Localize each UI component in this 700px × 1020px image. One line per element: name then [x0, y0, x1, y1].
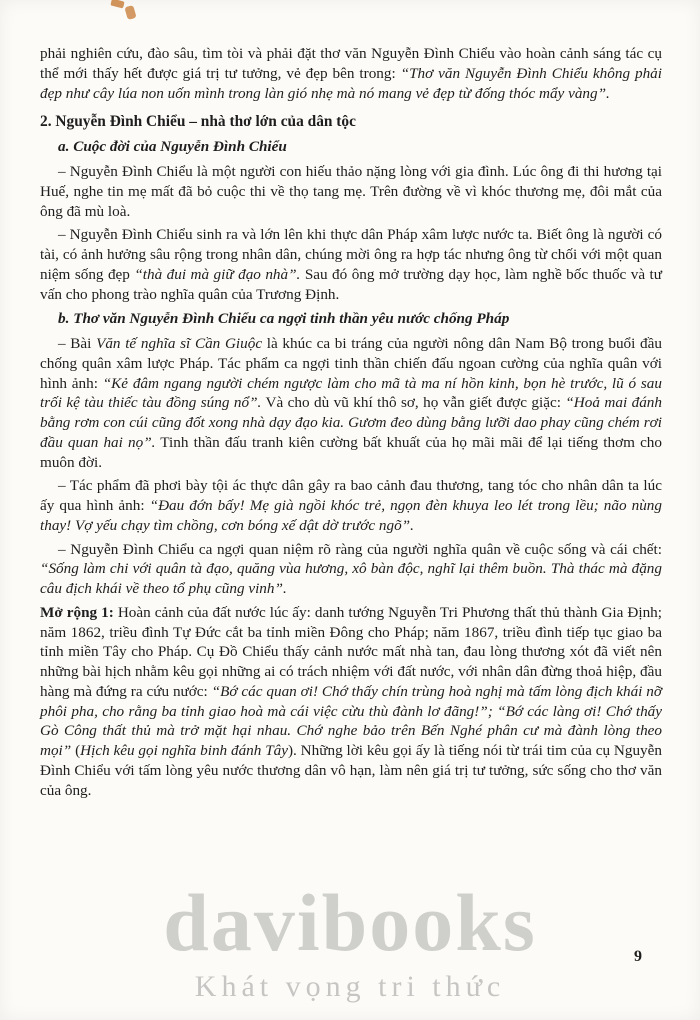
section-heading: [40, 112, 662, 132]
subsection-heading-a: [40, 137, 662, 157]
page-content: [40, 44, 662, 804]
continued-paragraph: [40, 44, 662, 103]
text-run: 2. Nguyễn Đình Chiểu – nhà thơ lớn của dân tộc: [40, 113, 356, 131]
text-run: phải nghiên cứu, đào sâu, tìm tòi và phải đặt thơ văn Nguyễn Đình Chiểu vào hoàn cảnh sáng tác cụ thể mới thấy hết được giá trị tư tưởng, vẻ đẹp bên trong:: [40, 45, 662, 82]
text-run: “thà đui mà giữ đạo nhà”.: [134, 265, 301, 283]
text-run: Và cho dù vũ khí thô sơ, họ vẫn giết được giặc:: [261, 394, 566, 412]
text-run: Hoàn cảnh của đất nước lúc ấy: danh tướng Nguyễn Tri Phương thất thủ thành Gia Định; năm 1862, triều đình Tự Đức cắt ba tỉnh miền Đông cho Pháp; năm 1867, triều đình tiếp tục giao ba tỉnh miền Tây cho Pháp. Cụ Đồ Chiểu thấy cảnh nước mất nhà tan, đau lòng thương xót đã viết nên những bài hịch nhằm kêu gọi những ai có trách nhiệm với đất nước, với nhân dân đừng thoả hiệp, đầu hàng mà đứng ra cứu nước:: [40, 603, 662, 700]
text-run: – Nguyễn Đình Chiểu sinh ra và lớn lên khi thực dân Pháp xâm lược nước ta. Biết ông là người có tài, có ảnh hưởng sâu rộng trong nhân dân, chúng mời ông ra hợp tác nhưng ông từ chối với một quan niệm sống đẹp: [40, 226, 662, 283]
text-run: Tinh thần đấu tranh kiên cường bất khuất của họ mãi mãi để lại tiếng thơm cho muôn đời.: [40, 433, 662, 471]
text-run: a. Cuộc đời của Nguyễn Đình Chiểu: [58, 138, 287, 156]
text-run: (: [71, 742, 81, 760]
text-run: ). Những lời kêu gọi ấy là tiếng nói từ trái tim của cụ Nguyễn Đình Chiểu với tấm lòng yêu nước thương dân vô hạn, làm nên giá trị tư tưởng, sức sống cho thơ văn của ông.: [40, 742, 662, 799]
page-number: 9: [634, 948, 642, 965]
paragraph-life-2: [40, 225, 662, 304]
text-run: Văn tế nghĩa sĩ Cần Giuộc: [96, 335, 263, 353]
subsection-heading-b: [40, 309, 662, 329]
text-run: – Nguyễn Đình Chiểu là một người con hiếu thảo nặng lòng với gia đình. Lúc ông đi thi hương tại Huế, nghe tin mẹ mất đã bỏ cuộc thi về thọ tang mẹ. Trên đường về vì khóc thương mẹ, đôi mắt của ông đã mù loà.: [40, 163, 662, 220]
scan-artifact: [110, 0, 124, 8]
scan-artifact: [124, 5, 136, 20]
text-run: “Đau đớn bấy! Mẹ già ngồi khóc trẻ, ngọn đèn khuya leo lét trong lều; não nùng thay! Vợ yếu chạy tìm chồng, cơn bóng xế dật dờ trước ngõ”.: [40, 497, 662, 534]
text-run: – Bài: [58, 335, 97, 353]
text-run: “Thơ văn Nguyễn Đình Chiểu không phải đẹp như cây lúa non uốn mình trong làn gió nhẹ mà nó mang vẻ đẹp từ đống thóc mẩy vàng”.: [40, 64, 662, 102]
paragraph-life-1: [40, 162, 662, 221]
paragraph-poetry-3: [40, 540, 662, 599]
paragraph-poetry-1: [40, 334, 662, 472]
text-run: – Nguyễn Đình Chiểu ca ngợi quan niệm rõ ràng của người nghĩa quân về cuộc sống và cái chết:: [58, 540, 662, 558]
text-run: Sau đó ông mở trường dạy học, làm nghề bốc thuốc và tư vấn cho phong trào nghĩa quân của Trương Định.: [40, 265, 662, 303]
text-run: b. Thơ văn Nguyễn Đình Chiểu ca ngợi tinh thần yêu nước chống Pháp: [58, 310, 510, 328]
watermark-slogan: Khát vọng tri thức: [194, 970, 506, 1003]
text-run: là khúc ca bi tráng của người nông dân Nam Bộ trong buổi đầu chống quân xâm lược Pháp. Tác phẩm ca ngợi tinh thần chiến đấu ngoan cường của nghĩa quân với hình ảnh:: [40, 335, 662, 392]
text-run: “Kẻ đâm ngang người chém ngược làm cho mã tà ma ní hồn kinh, bọn hè trước, lũ ó sau trối kệ tàu thiếc tàu đồng súng nổ”.: [40, 374, 662, 412]
paragraph-expansion: [40, 603, 662, 801]
text-run: – Tác phẩm đã phơi bày tội ác thực dân gây ra bao cảnh đau thương, tang tóc cho nhân dân ta lúc ấy qua hình ảnh:: [40, 477, 662, 515]
text-run: “Hoả mai đánh bằng rơm con cúi cũng đốt xong nhà dạy đạo kia. Gươm đeo dùng bằng lưỡi dao phay cũng chém rơi đầu quan hai nọ”.: [40, 394, 662, 451]
text-run: “Sống làm chi với quân tà đạo, quăng vùa hương, xô bàn độc, nghĩ lại thêm buồn. Thà thác mà đặng câu địch khái về theo tổ phụ cũng vinh”.: [40, 560, 662, 598]
paragraph-poetry-2: [40, 476, 662, 535]
text-run: Hịch kêu gọi nghĩa binh đánh Tây: [80, 742, 288, 760]
text-run: Mở rộng 1:: [40, 603, 114, 621]
watermark-brand: davibooks: [163, 877, 537, 968]
text-run: “Bớ các quan ơi! Chớ thấy chín trùng hoà nghị mà tấm lòng địch khái nỡ phôi pha, cho rằng ba tỉnh giao hoà mà cái việc cừu thù đành lơ đãng!”; “Bớ các làng ơi! Chớ thấy Gò Công thất thủ mà trở mặt hại nhau. Chớ nghe bảo trên Bến Nghé phân cư mà đành lòng theo mọi”: [40, 682, 662, 760]
